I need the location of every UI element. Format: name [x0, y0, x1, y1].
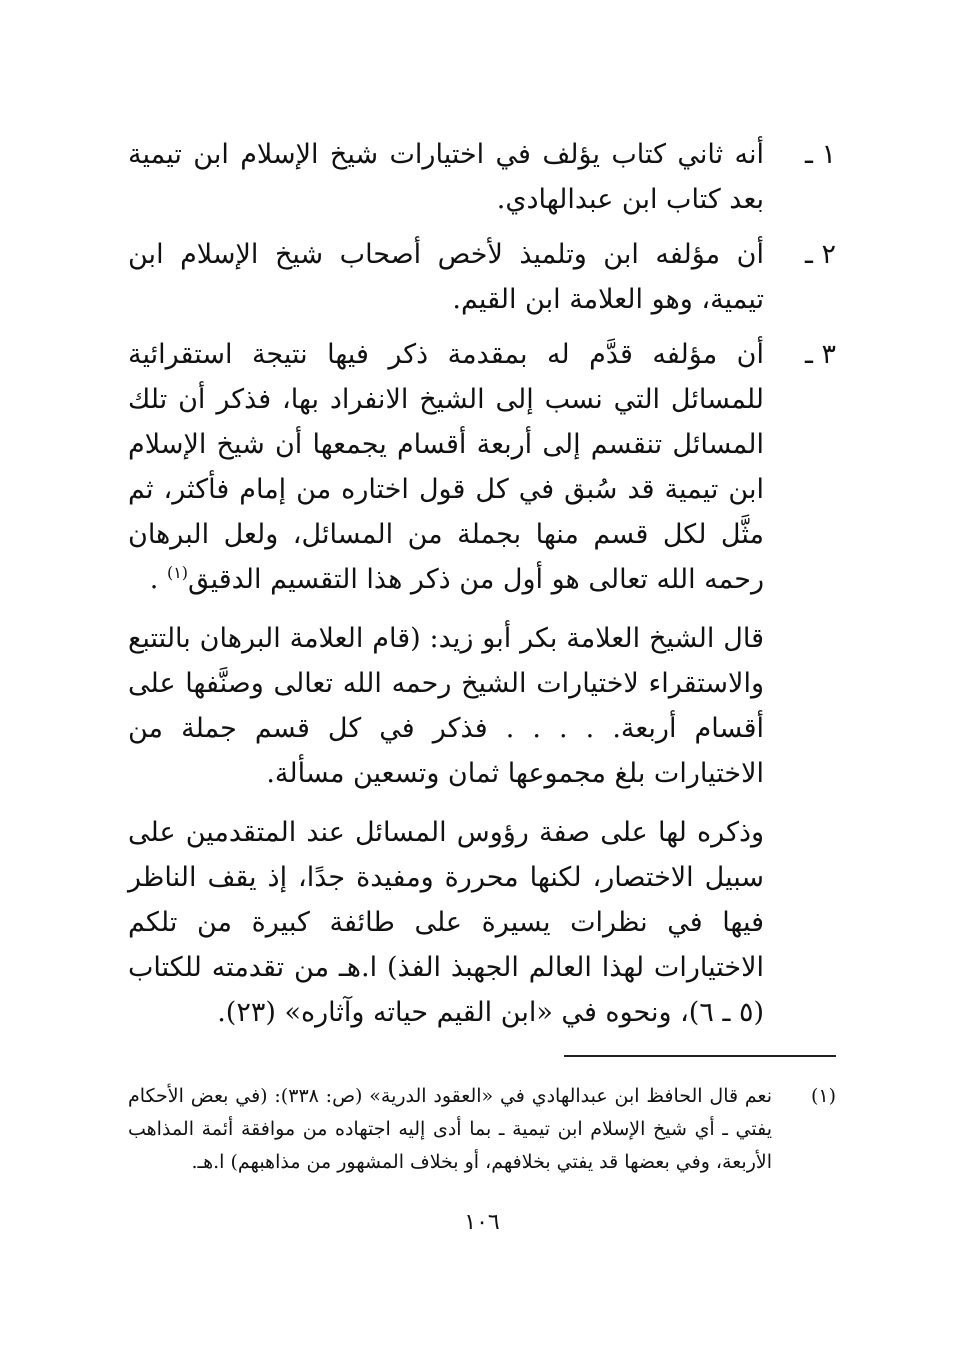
list-item-number: ١ ـ: [804, 139, 836, 170]
footnote-1: [128, 1080, 836, 1179]
footnotes: [128, 1080, 836, 1179]
footnote-divider: [564, 1055, 836, 1057]
list-item-number: ٣ ـ: [804, 339, 836, 370]
list-item-body: [128, 332, 764, 602]
list-item-text: أنه ثاني كتاب يؤلف في اختيارات شيخ الإسلام ابن تيمية بعد كتاب ابن عبدالهادي.: [128, 139, 764, 215]
body-paragraph: وذكره لها على صفة رؤوس المسائل عند المتقدمين على سبيل الاختصار، لكنها محررة ومفيدة جدًا، إذ يقف الناظر فيها في نظرات يسيرة على طائفة كبيرة من تلكم الاختيارات لهذا العالم الجهبذ الفذ) ا.هـ من تقدمته للكتاب (٥ ـ ٦)، ونحوه في «ابن القيم حياته وآثاره» (٢٣).: [128, 817, 764, 1028]
list-item-1: [128, 132, 836, 222]
footnote-text: نعم قال الحافظ ابن عبدالهادي في «العقود الدرية» (ص: ٣٣٨): (في بعض الأحكام يفتي ـ أي شيخ الإسلام ابن تيمية ـ بما أدى إليه اجتهاده من موافقة أئمة المذاهب الأربعة، وفي بعضها قد يفتي بخلافهم، أو بخلاف المشهور من مذاهبهم) ا.هـ.: [128, 1085, 772, 1173]
list-item-end: .: [149, 564, 167, 595]
footnote-number: (١): [810, 1085, 836, 1107]
list-item-text: أن مؤلفه قدَّم له بمقدمة ذكر فيها نتيجة استقرائية للمسائل التي نسب إلى الشيخ الانفراد بها، فذكر أن تلك المسائل تنقسم إلى أربعة أقسام يجمعها أن شيخ الإسلام ابن تيمية قد سُبق في كل قول اختاره من إمام فأكثر، ثم مثَّل لكل قسم منها بجملة من المسائل، ولعل البرهان رحمه الله تعالى هو أول من ذكر هذا التقسيم الدقيق: [128, 339, 764, 595]
list-item-2: [128, 232, 836, 322]
list-item-text: أن مؤلفه ابن وتلميذ لأخص أصحاب شيخ الإسلام ابن تيمية، وهو العلامة ابن القيم.: [128, 239, 764, 315]
quote-paragraph: قال الشيخ العلامة بكر أبو زيد: (قام العلامة البرهان بالتتبع والاستقراء لاختيارات الشيخ رحمه الله تعالى وصنَّفها على أقسام أربعة. . . . . فذكر في كل قسم جملة من الاختيارات بلغ مجموعها ثمان وتسعين مسألة.: [128, 623, 764, 789]
list-item-3: [128, 332, 836, 602]
page-number: ١٠٦: [464, 1210, 500, 1235]
main-text: [128, 132, 836, 1045]
list-item-number: ٢ ـ: [804, 239, 836, 270]
footnote-reference[interactable]: (١): [166, 563, 189, 582]
